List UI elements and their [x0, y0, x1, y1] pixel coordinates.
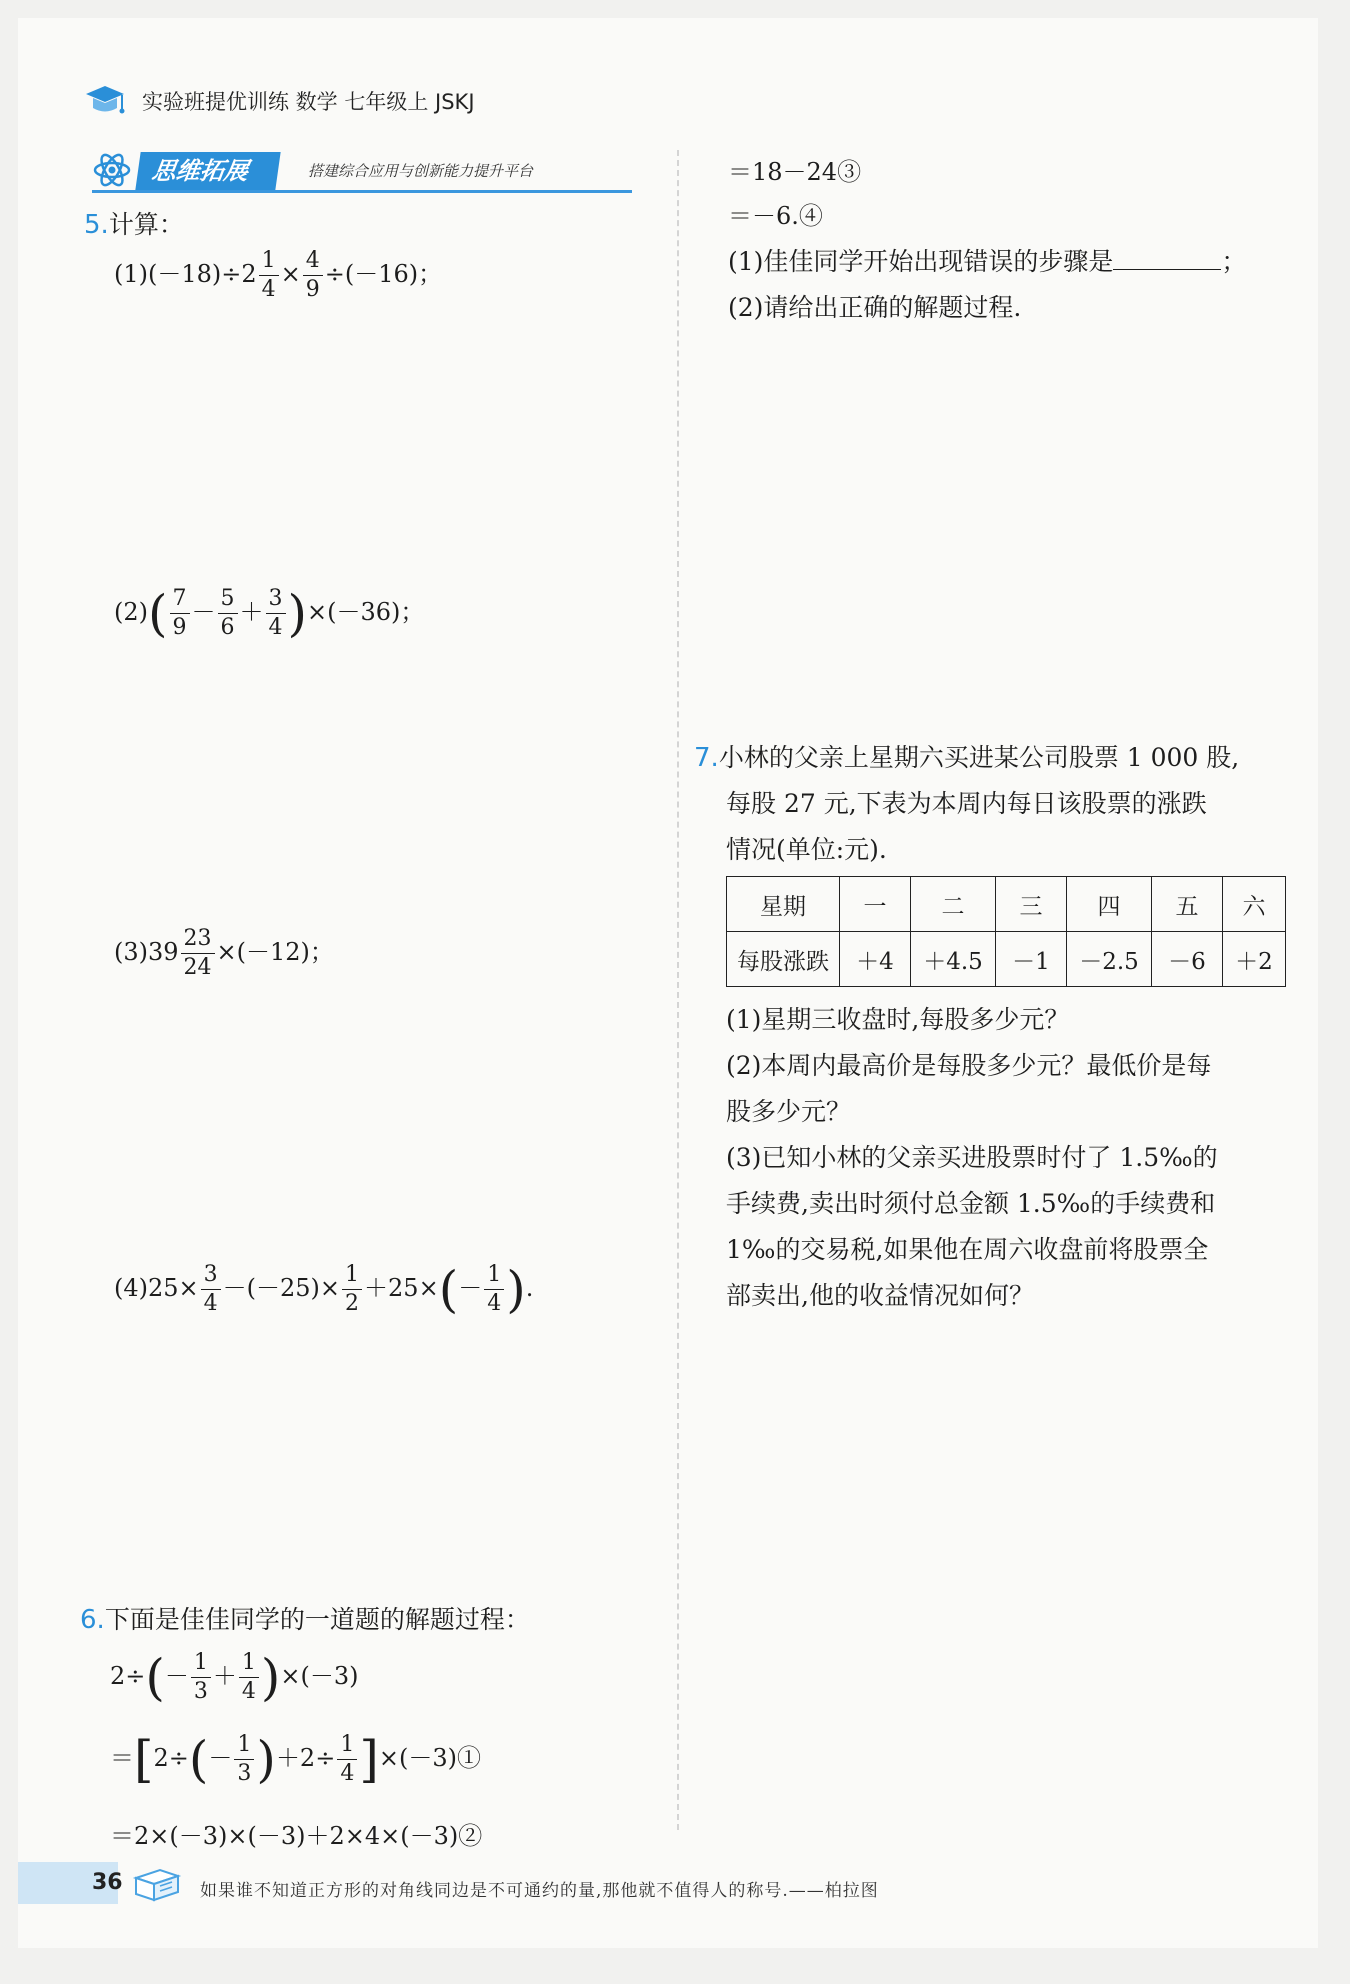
- q5-part-4: (4)25× $\frac{3}{4}$ －(－25)× $\frac{1}{2}$ ＋25×(－ $\frac{1}{4}$ ).: [114, 1260, 534, 1319]
- fraction: $\frac{1}{2}$: [342, 1264, 362, 1315]
- table-header-cell: 四: [1067, 877, 1152, 932]
- table-header-cell: 二: [911, 877, 996, 932]
- fraction: $\frac{23}{24}$: [181, 928, 215, 979]
- q7-text-line: 每股 27 元,下表为本周内每日该股票的涨跌: [726, 789, 1207, 818]
- section-banner: 思维拓展: [135, 152, 280, 190]
- graduation-cap-icon: [84, 82, 126, 118]
- q7-subq-1: (1)星期三收盘时,每股多少元？: [726, 1005, 1070, 1034]
- q5-part-1: [114, 250, 442, 301]
- q6-subq-2: (2)请给出正确的解题过程.: [728, 293, 1022, 322]
- question-prompt: 下面是佳佳同学的一道题的解题过程：: [104, 1605, 530, 1634]
- book-stack-icon: [130, 1860, 184, 1908]
- q6-line-1: 2÷(－ $\frac{1}{3}$ ＋ $\frac{1}{4}$ )×(－3): [110, 1648, 359, 1707]
- column-divider: [677, 150, 679, 1830]
- fraction: $\frac{1}{3}$: [191, 1652, 211, 1703]
- question-number: 7.: [694, 743, 719, 773]
- table-cell: ＋4.5: [911, 932, 996, 987]
- table-header-cell: 六: [1223, 877, 1286, 932]
- q7-subq-3-cont: 1‰的交易税,如果他在周六收盘前将股票全: [726, 1235, 1209, 1264]
- table-cell: ＋2: [1223, 932, 1286, 987]
- footer-quote: 如果谁不知道正方形的对角线同边是不可通约的量,那他就不值得人的称号.——柏拉图: [200, 1881, 879, 1901]
- question-6-heading: [80, 1600, 530, 1636]
- q6-line-5: ＝－6.④: [728, 202, 823, 230]
- math-text: －(－25)×: [222, 1274, 341, 1302]
- table-row: [727, 932, 1286, 987]
- question-prompt: 小林的父亲上星期六买进某公司股票 1 000 股,: [718, 743, 1240, 772]
- q7-subq-2: (2)本周内最高价是每股多少元？最低价是每: [726, 1051, 1212, 1080]
- table-cell: －2.5: [1067, 932, 1152, 987]
- table-cell: ＋4: [840, 932, 911, 987]
- stock-change-table: [726, 876, 1286, 987]
- math-text: (4)25×: [114, 1274, 199, 1302]
- fraction: $\frac{1}{3}$: [234, 1734, 254, 1785]
- question-prompt: 计算：: [108, 210, 184, 239]
- math-text: ×(－12)；: [216, 938, 334, 966]
- math-text: ×(－36)；: [307, 598, 425, 626]
- fraction: $\frac{3}{4}$: [201, 1264, 221, 1315]
- q7-text-line: 情况(单位:元).: [726, 835, 887, 864]
- section-subtitle: 搭建综合应用与创新能力提升平台: [308, 162, 534, 180]
- table-cell: －1: [996, 932, 1067, 987]
- q7-subq-2-cont: 股多少元？: [726, 1097, 852, 1126]
- table-header-cell: 星期: [727, 877, 840, 932]
- question-number: 5.: [84, 210, 109, 240]
- fraction: $\frac{1}{4}$: [484, 1264, 504, 1315]
- q6-subq-1: (1)佳佳同学开始出现错误的步骤是 ；: [728, 247, 1247, 276]
- math-text: (3)39: [114, 938, 179, 966]
- atom-icon: [92, 150, 132, 190]
- table-row: [727, 877, 1286, 932]
- q7-subq-3-cont: 手续费,卖出时须付总金额 1.5‰的手续费和: [726, 1189, 1216, 1218]
- fraction: $\frac{4}{9}$: [303, 250, 323, 301]
- q6-line-4: ＝18－24③: [728, 158, 862, 186]
- q5-part-3: [114, 928, 334, 979]
- page-number: 36: [92, 1870, 123, 1895]
- fraction: $\frac{1}{4}$: [259, 250, 279, 301]
- math-text: ÷(－16)；: [324, 260, 443, 288]
- math-text: ＋25×: [364, 1274, 439, 1302]
- fraction: $\frac{1}{4}$: [239, 1652, 259, 1703]
- fraction: $\frac{3}{4}$: [266, 588, 286, 639]
- book-header-title: 实验班提优训练 数学 七年级上 JSKJ: [142, 90, 475, 114]
- math-text: (1)(－18)÷2: [114, 260, 257, 288]
- q5-part-2: (2)( $\frac{7}{9}$ － $\frac{5}{6}$ ＋ $\frac{3}{4}$ )×(－36)；: [114, 584, 425, 643]
- fraction: $\frac{1}{4}$: [337, 1734, 357, 1785]
- math-text: ×: [280, 260, 301, 288]
- table-header-cell: 五: [1152, 877, 1223, 932]
- section-underline: [92, 190, 632, 193]
- question-7-heading: [694, 738, 1239, 774]
- table-cell: 每股涨跌: [727, 932, 840, 987]
- fraction: $\frac{5}{6}$: [218, 588, 238, 639]
- table-cell: －6: [1152, 932, 1223, 987]
- q7-subq-3-cont: 部卖出,他的收益情况如何？: [726, 1281, 1034, 1310]
- table-header-cell: 三: [996, 877, 1067, 932]
- question-5-heading: [84, 205, 184, 241]
- fraction: $\frac{7}{9}$: [170, 588, 190, 639]
- question-number: 6.: [80, 1605, 105, 1635]
- q7-subq-3: (3)已知小林的父亲买进股票时付了 1.5‰的: [726, 1143, 1218, 1172]
- answer-blank[interactable]: [1113, 247, 1221, 270]
- q6-line-3: ＝2×(－3)×(－3)＋2×4×(－3)②: [110, 1822, 483, 1850]
- table-header-cell: 一: [840, 877, 911, 932]
- math-text: (2): [114, 598, 148, 626]
- q6-line-2: ＝[2÷(－ $\frac{1}{3}$ )＋2÷ $\frac{1}{4}$ ]×(－3)①: [110, 1730, 481, 1789]
